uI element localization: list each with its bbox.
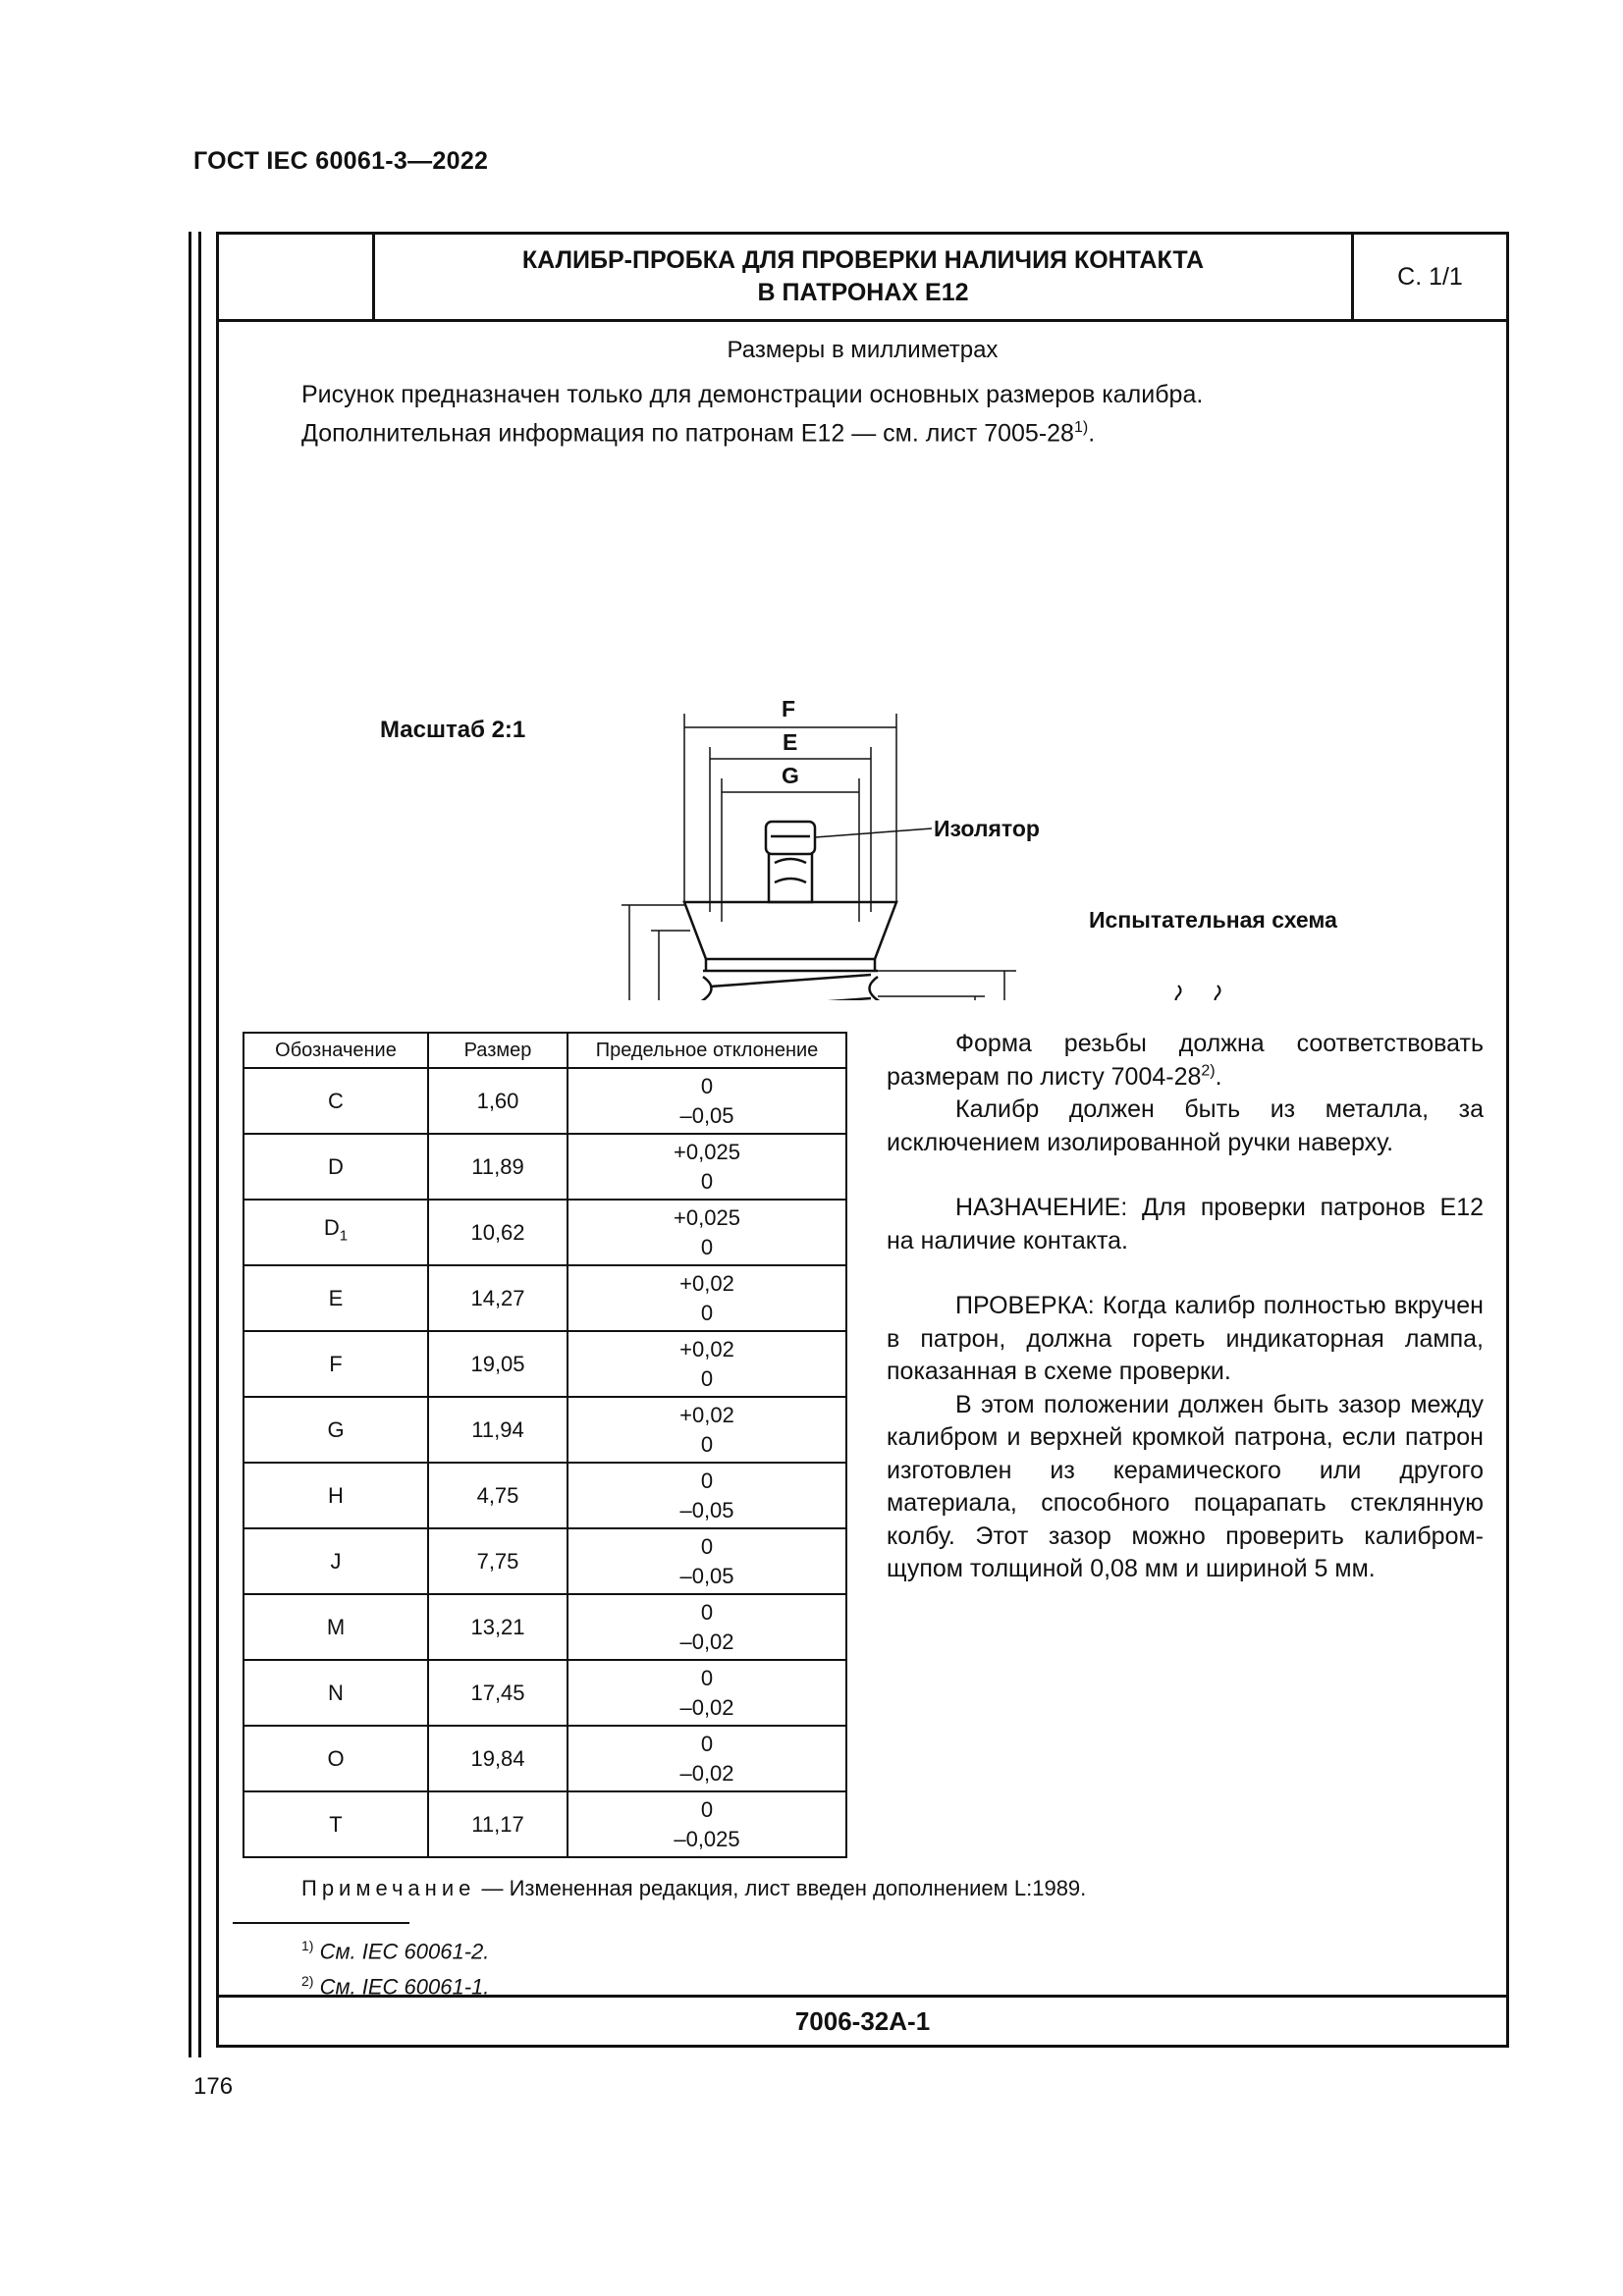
tolerance-upper: +0,025 bbox=[674, 1139, 740, 1164]
dimension-labels bbox=[590, 696, 1003, 1000]
intro-line-1: Рисунок предназначен только для демонстрации основных размеров калибра. bbox=[301, 381, 1204, 408]
tolerance-lower: 0 bbox=[700, 1300, 714, 1325]
document-header: ГОСТ IEC 60061-3—2022 bbox=[193, 147, 489, 175]
material-paragraph: Калибр должен быть из металла, за исключением изолированной ручки наверху. bbox=[887, 1095, 1484, 1156]
tolerance-upper: 0 bbox=[700, 1796, 714, 1822]
tolerance-upper: +0,02 bbox=[679, 1402, 734, 1427]
size-cell: 11,17 bbox=[428, 1791, 568, 1857]
table-row bbox=[243, 1200, 846, 1265]
tolerance-upper: +0,025 bbox=[674, 1204, 740, 1230]
size-cell: 1,60 bbox=[428, 1068, 568, 1134]
title-line-1: КАЛИБР-ПРОБКА ДЛЯ ПРОВЕРКИ НАЛИЧИЯ КОНТАКТА bbox=[521, 246, 1205, 274]
tolerance-lower: –0,05 bbox=[679, 1497, 734, 1522]
designation-cell: G bbox=[243, 1397, 428, 1463]
table-row bbox=[243, 1791, 846, 1857]
test-scheme-label: Испытательная схема bbox=[1089, 907, 1337, 933]
size-cell: 4,75 bbox=[428, 1463, 568, 1528]
tolerance-lower: –0,05 bbox=[679, 1563, 734, 1588]
note bbox=[301, 1876, 1086, 1901]
sheet-title-row bbox=[219, 235, 1506, 322]
tolerance-cell bbox=[568, 1726, 846, 1791]
standard-sheet bbox=[216, 232, 1509, 2048]
size-cell: 14,27 bbox=[428, 1265, 568, 1331]
table-row bbox=[243, 1463, 846, 1528]
tolerance-lower: 0 bbox=[700, 1168, 714, 1194]
tolerance-cell bbox=[568, 1397, 846, 1463]
designation-cell: O bbox=[243, 1726, 428, 1791]
dimensions-table bbox=[243, 1032, 847, 1858]
dim-label-o bbox=[590, 999, 616, 1000]
designation-cell: F bbox=[243, 1331, 428, 1397]
sheet-number: 7006-32А-1 bbox=[219, 1995, 1506, 2045]
tolerance-cell bbox=[568, 1791, 846, 1857]
designation-cell: N bbox=[243, 1660, 428, 1726]
col-header-size: Размер bbox=[428, 1033, 568, 1068]
dim-label-e: E bbox=[783, 729, 798, 755]
tolerance-cell bbox=[568, 1528, 846, 1594]
size-cell: 10,62 bbox=[428, 1200, 568, 1265]
designation-cell: T bbox=[243, 1791, 428, 1857]
title-blank-cell bbox=[219, 235, 375, 319]
note-label: Примечание bbox=[301, 1876, 476, 1900]
table-row bbox=[243, 1265, 846, 1331]
table-row bbox=[243, 1660, 846, 1726]
table-row bbox=[243, 1331, 846, 1397]
tolerance-cell bbox=[568, 1068, 846, 1134]
tolerance-cell bbox=[568, 1594, 846, 1660]
size-cell: 11,89 bbox=[428, 1134, 568, 1200]
tolerance-cell bbox=[568, 1660, 846, 1726]
intro-text bbox=[301, 378, 1203, 450]
designation-cell: E bbox=[243, 1265, 428, 1331]
tolerance-upper: 0 bbox=[700, 1073, 714, 1098]
thread-form-paragraph: Форма резьбы должна соответствовать размерам по листу 7004-28$^{2)}$. bbox=[887, 1030, 1484, 1091]
designation-cell: J bbox=[243, 1528, 428, 1594]
tolerance-lower: 0 bbox=[700, 1365, 714, 1391]
tolerance-cell bbox=[568, 1331, 846, 1397]
insulator-label: Изолятор bbox=[934, 816, 1040, 841]
table-header-row bbox=[243, 1033, 846, 1068]
tolerance-lower: –0,02 bbox=[679, 1760, 734, 1786]
designation-cell: C bbox=[243, 1068, 428, 1134]
test-circuit bbox=[1142, 986, 1272, 1000]
footnote-1: $^{1)}$ См. IEC 60061-2. bbox=[301, 1938, 490, 1964]
footnote-separator bbox=[233, 1922, 409, 1924]
table-row bbox=[243, 1528, 846, 1594]
tolerance-cell bbox=[568, 1134, 846, 1200]
table-row bbox=[243, 1134, 846, 1200]
tolerance-cell bbox=[568, 1265, 846, 1331]
test-paragraph: ПРОВЕРКА: Когда калибр полностью вкручен в патрон, должна гореть индикаторная лампа, показанная в схеме проверки. bbox=[887, 1292, 1484, 1385]
intro-line-2: Дополнительная информация по патронам E12 — см. лист 7005-28$^{1)}$. bbox=[301, 419, 1096, 448]
tolerance-lower: –0,025 bbox=[674, 1826, 740, 1851]
purpose-paragraph: НАЗНАЧЕНИЕ: Для проверки патронов E12 на наличие контакта. bbox=[887, 1194, 1484, 1255]
tolerance-lower: 0 bbox=[700, 1234, 714, 1259]
size-cell: 11,94 bbox=[428, 1397, 568, 1463]
gauge-drawing bbox=[219, 451, 1495, 1000]
designation-cell: D bbox=[243, 1134, 428, 1200]
dim-label-g: G bbox=[782, 763, 799, 788]
tolerance-lower: –0,02 bbox=[679, 1629, 734, 1654]
footnotes bbox=[301, 1931, 489, 2002]
sheet-title bbox=[375, 235, 1351, 319]
table-row bbox=[243, 1594, 846, 1660]
tolerance-cell bbox=[568, 1463, 846, 1528]
note-text: — Измененная редакция, лист введен дополнением L:1989. bbox=[475, 1876, 1087, 1900]
tolerance-lower: –0,02 bbox=[679, 1694, 734, 1720]
tolerance-upper: +0,02 bbox=[679, 1336, 734, 1362]
designation-cell: M bbox=[243, 1594, 428, 1660]
gauge-body bbox=[684, 822, 896, 1000]
size-cell: 7,75 bbox=[428, 1528, 568, 1594]
size-cell: 17,45 bbox=[428, 1660, 568, 1726]
tolerance-upper: 0 bbox=[700, 1599, 714, 1625]
table-body bbox=[243, 1068, 846, 1857]
dimension-lines bbox=[622, 714, 1016, 1000]
table-row bbox=[243, 1726, 846, 1791]
title-line-2: В ПАТРОНАХ E12 bbox=[757, 279, 969, 306]
table-row bbox=[243, 1068, 846, 1134]
table-row bbox=[243, 1397, 846, 1463]
clearance-paragraph: В этом положении должен быть зазор между калибром и верхней кромкой патрона, если патрон изготовлен из керамического или другого материала, способного поцарапать стеклянную колбу. Этот зазор можно проверить калибром-щупом толщиной 0,08 мм и шириной 5 мм. bbox=[887, 1390, 1484, 1582]
page-number: 176 bbox=[193, 2073, 234, 2100]
page-label: С. 1/1 bbox=[1351, 235, 1506, 319]
size-cell: 19,05 bbox=[428, 1331, 568, 1397]
tolerance-lower: –0,05 bbox=[679, 1102, 734, 1128]
scale-label: Масштаб 2:1 bbox=[380, 717, 526, 743]
col-header-designation: Обозначение bbox=[243, 1033, 428, 1068]
binding-margin-lines bbox=[189, 232, 202, 2057]
size-cell: 13,21 bbox=[428, 1594, 568, 1660]
dim-label-f: F bbox=[782, 696, 796, 721]
tolerance-cell bbox=[568, 1200, 846, 1265]
requirements-text bbox=[887, 1028, 1484, 1586]
tolerance-lower: 0 bbox=[700, 1431, 714, 1457]
designation-cell: $D_1$ bbox=[243, 1200, 428, 1265]
col-header-tolerance: Предельное отклонение bbox=[568, 1033, 846, 1068]
designation-cell: H bbox=[243, 1463, 428, 1528]
tolerance-upper: 0 bbox=[700, 1665, 714, 1690]
units-note: Размеры в миллиметрах bbox=[727, 337, 999, 363]
size-cell: 19,84 bbox=[428, 1726, 568, 1791]
footnote-2: $^{2)}$ См. IEC 60061-1. bbox=[301, 1973, 490, 2000]
tolerance-upper: 0 bbox=[700, 1533, 714, 1559]
tolerance-upper: 0 bbox=[700, 1731, 714, 1756]
tolerance-upper: +0,02 bbox=[679, 1270, 734, 1296]
tolerance-upper: 0 bbox=[700, 1468, 714, 1493]
